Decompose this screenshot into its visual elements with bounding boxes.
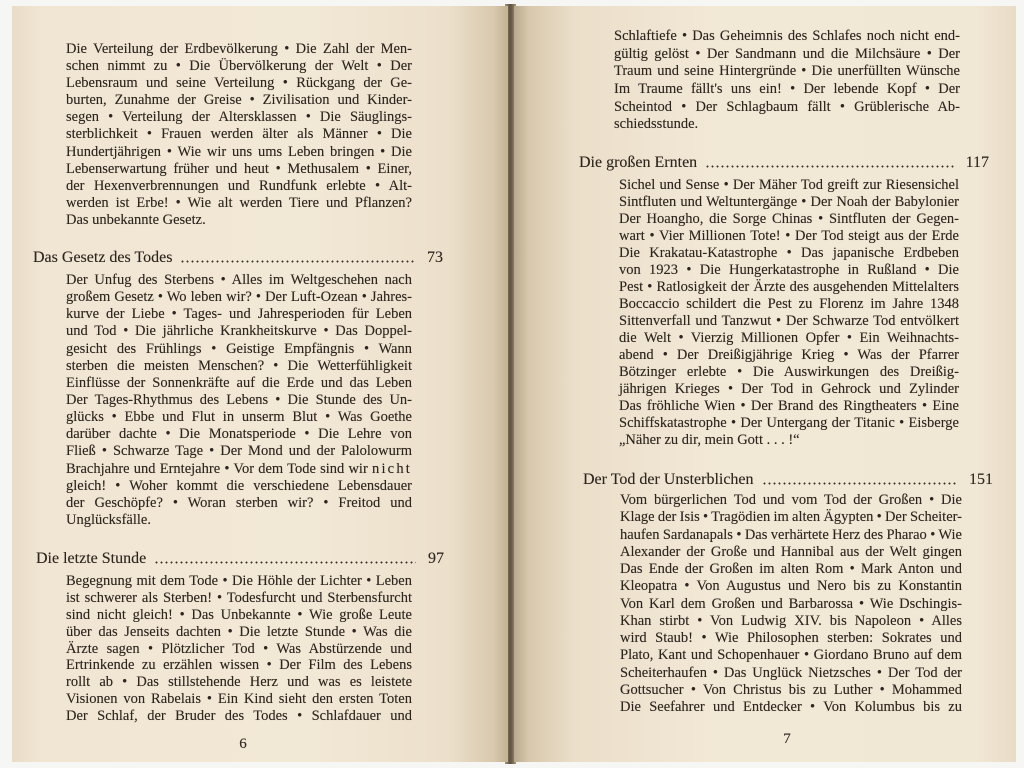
toc-entry-text: kurve der Liebe • Tages- und Jahresperioden für Leben xyxy=(66,306,412,323)
toc-entry-text: Der Tages-Rhythmus des Lebens • Die Stunde des Un- xyxy=(66,391,412,408)
toc-entry-text: von 1923 • Die Hungerkatastrophe in Rußland • Die xyxy=(619,262,959,278)
toc-entry-text: werden ist Erbe! • Wie alt werden Tiere und Pflanzen? xyxy=(66,194,412,211)
toc-entry-text xyxy=(66,461,412,477)
toc-entry-text: Traum und seine Hintergründe • Die unerfüllten Wünsche xyxy=(614,63,960,80)
toc-entry-text: Kleopatra • Von Augustus und Nero bis zu Konstantin xyxy=(620,578,962,595)
toc-entry-text: darüber dachte • Die Monatsperiode • Die Lehre von xyxy=(66,426,412,443)
toc-entry-text: Scheintod • Der Schlagbaum fällt • Grüblerische Ab- xyxy=(614,98,960,115)
toc-entry-text: Alexander der Große und Hannibal aus der Welt gingen xyxy=(620,543,962,560)
toc-entry-text: Schlaftiefe • Das Geheimnis des Schlafes noch nicht end- xyxy=(614,28,960,44)
toc-entry-line xyxy=(66,624,412,641)
toc-entry-line xyxy=(66,358,412,375)
toc-entry-line xyxy=(66,289,412,306)
chapter-title: Der Tod der Unsterblichen xyxy=(583,471,754,488)
toc-entry-text: Das unbekannte Gesetz. xyxy=(66,211,206,228)
toc-entry-line xyxy=(620,596,962,613)
toc-entry-description xyxy=(66,41,412,229)
toc-entry-text: über das Jenseits dachten • Die letzte Stunde • Was die xyxy=(66,623,412,640)
toc-entry-text: Pest • Ratlosigkeit der Ärzte des ausgehenden Mittelalters xyxy=(619,279,959,295)
emphasized-word: nicht xyxy=(372,460,412,477)
toc-entry-text: Sichel und Sense • Der Mäher Tod greift zur Riesensichel xyxy=(619,177,959,193)
toc-entry-description xyxy=(66,573,412,725)
toc-entry-line xyxy=(66,178,412,195)
toc-entry-line xyxy=(620,492,962,509)
toc-entry-text: Plato, Kant und Schopenhauer • Giordano Bruno auf dem xyxy=(620,647,962,664)
chapter-page-number: 73 xyxy=(427,249,443,266)
toc-entry-line xyxy=(66,409,412,426)
toc-entry-text: haufen Sardanapals • Das verhärtete Herz des Pharao • Wie xyxy=(620,526,962,543)
toc-chapter-heading xyxy=(583,471,993,489)
toc-entry-text: Von Karl dem Großen und Barbarossa • Wie Dschingis- xyxy=(620,595,962,612)
toc-entry-text: Begegnung mit dem Tode • Die Höhle der Lichter • Leben xyxy=(66,573,412,589)
toc-entry-line xyxy=(619,194,959,211)
toc-entry-text: Schiffskatastrophe • Der Untergang der Titanic • Eisberge xyxy=(619,415,959,431)
toc-entry-description xyxy=(614,28,960,134)
toc-entry-line xyxy=(614,46,960,64)
toc-entry-line xyxy=(620,613,962,630)
toc-entry-text: Visionen von Rabelais • Ein Kind sieht den ersten Toten xyxy=(66,691,412,708)
toc-entry-text: der Hexenverbrennungen und Rundfunk erlebte • Alt- xyxy=(66,177,412,194)
chapter-title: Das Gesetz des Todes xyxy=(33,249,173,266)
toc-entry-text: Das Ende der Großen im alten Rom • Mark Anton und xyxy=(620,561,962,577)
toc-entry-line xyxy=(66,323,412,340)
toc-entry-line xyxy=(620,665,962,682)
toc-entry-text: Unglücksfälle. xyxy=(66,511,151,528)
toc-entry-text: Klage der Isis • Tragödien im alten Ägypten • Der Scheiter- xyxy=(620,509,962,526)
toc-entry-text: Der Schlaf, der Bruder des Todes • Schlafdauer und xyxy=(66,708,412,725)
toc-entry-line xyxy=(66,573,412,590)
toc-entry-line xyxy=(619,211,959,228)
toc-entry-text: gleich! • Woher kommt die verschiedene Lebensdauer xyxy=(66,477,412,494)
toc-entry-line xyxy=(619,364,959,381)
toc-entry-text: der Geschöpfe? • Woran sterben wir? • Freitod und xyxy=(66,494,412,511)
toc-entry-line xyxy=(66,641,412,658)
toc-entry-line xyxy=(66,512,412,529)
toc-entry-line xyxy=(619,381,959,398)
toc-entry-line xyxy=(66,144,412,161)
toc-entry-text: Sintfluten und Weltuntergänge • Der Noah der Babylonier xyxy=(619,194,959,210)
toc-entry-description xyxy=(620,492,962,716)
toc-entry-line xyxy=(619,330,959,347)
toc-chapter-heading xyxy=(36,550,444,568)
toc-entry-line xyxy=(66,607,412,624)
toc-entry-line xyxy=(66,41,412,58)
toc-entry-line xyxy=(620,561,962,578)
toc-entry-text: rollt ab • Das stillstehende Herz und was es leistete xyxy=(66,674,412,691)
toc-entry-line xyxy=(66,392,412,409)
toc-entry-line xyxy=(620,578,962,595)
toc-entry-text: glücks • Ebbe und Flut in unserm Blut • Was Goethe xyxy=(66,409,412,426)
toc-entry-line xyxy=(620,682,962,699)
toc-entry-line xyxy=(614,28,960,46)
dot-leader xyxy=(154,561,416,564)
toc-entry-text: Die Seefahrer und Entdecker • Von Kolumbus bis zu xyxy=(620,699,962,715)
toc-entry-description xyxy=(66,272,412,529)
toc-entry-text: Bötzinger erlebte • Die Auswirkungen des Dreißig- xyxy=(619,364,959,380)
toc-entry-line xyxy=(620,527,962,544)
toc-entry-line xyxy=(66,341,412,358)
toc-entry-line xyxy=(619,398,959,415)
toc-entry-line xyxy=(614,116,960,134)
toc-entry-text: Im Traume fällt's uns ein! • Der lebende Kopf • Der xyxy=(614,81,960,98)
toc-entry-line xyxy=(619,228,959,245)
toc-chapter-heading xyxy=(579,154,989,172)
chapter-page-number: 151 xyxy=(969,471,993,488)
toc-entry-line xyxy=(66,75,412,92)
toc-entry-text: Lebenserwartung früher und heut • Methusalem • Einer, xyxy=(66,160,412,177)
chapter-title: Die großen Ernten xyxy=(579,154,698,171)
chapter-title: Die letzte Stunde xyxy=(36,550,147,567)
toc-entry-line xyxy=(614,99,960,117)
dot-leader xyxy=(762,482,957,485)
toc-entry-text: Der Unfug des Sterbens • Alles im Weltgeschehen nach xyxy=(66,272,412,288)
toc-chapter-heading xyxy=(33,249,443,267)
toc-entry-line xyxy=(66,272,412,289)
toc-entry-text: burten, Zunahme der Greise • Zivilisation und Kinder- xyxy=(66,92,412,109)
toc-entry-line xyxy=(66,495,412,512)
toc-entry-line xyxy=(66,674,412,691)
toc-entry-line xyxy=(66,375,412,392)
toc-entry-text: gesicht des Frühlings • Geistige Empfängnis • Wann xyxy=(66,340,412,357)
toc-entry-text: segen • Verteilung der Altersklassen • Die Säuglings- xyxy=(66,109,412,126)
toc-entry-line xyxy=(619,279,959,296)
toc-entry-line xyxy=(619,313,959,330)
toc-entry-text: Scheiterhaufen • Das Unglück Nietzsches • Der Tod der xyxy=(620,664,962,681)
page-number: 6 xyxy=(239,736,247,752)
toc-entry-line xyxy=(66,161,412,178)
dot-leader xyxy=(705,165,953,168)
toc-entry-text: Khan stirbt • Von Ludwig XIV. bis Napoleon • Alles xyxy=(620,612,962,629)
toc-entry-line xyxy=(66,126,412,143)
toc-entry-line xyxy=(619,432,959,449)
toc-entry-text: Lebensraum und seine Verteilung • Rückgang der Ge- xyxy=(66,75,412,92)
toc-entry-text: gültig gelöst • Der Sandmann und die Milchsäure • Der xyxy=(614,45,960,62)
page-number: 7 xyxy=(783,731,791,747)
toc-entry-text: Sittenverfall und Tanzwut • Der Schwarze Tod entvölkert xyxy=(619,313,959,329)
chapter-page-number: 97 xyxy=(428,550,444,567)
toc-entry-text: Hundertjährigen • Wie wir uns ums Leben bringen • Die xyxy=(66,143,412,160)
toc-entry-line xyxy=(66,92,412,109)
toc-entry-text: und Tod • Die jährliche Krankheitskurve • Das Doppel- xyxy=(66,323,412,340)
toc-entry-text: jährigen Krieges • Der Tod in Gehrock und Zylinder xyxy=(619,381,959,397)
toc-entry-line xyxy=(619,177,959,194)
toc-entry-line xyxy=(620,544,962,561)
toc-entry-text: sterben die meisten Menschen? • Die Wetterfühligkeit xyxy=(66,357,412,374)
toc-entry-line xyxy=(620,509,962,526)
toc-entry-text: abend • Der Dreißigjährige Krieg • Was der Pfarrer xyxy=(619,347,959,363)
toc-entry-line xyxy=(619,245,959,262)
toc-entry-text: Ärzte sagen • Plötzlicher Tod • Was Abstürzende und xyxy=(66,640,412,657)
toc-entry-text: Der Hoangho, die Sorge Chinas • Sintfluten der Gegen- xyxy=(619,211,959,227)
toc-entry-text: die Welt • Vierzig Millionen Opfer • Ein Weihnachts- xyxy=(619,330,959,346)
toc-entry-line xyxy=(66,708,412,725)
toc-entry-line xyxy=(619,415,959,432)
toc-entry-line xyxy=(66,58,412,75)
toc-entry-text: sterblichkeit • Frauen werden älter als Männer • Die xyxy=(66,126,412,143)
toc-entry-text: Ertrinkende zu erzählen wissen • Der Film des Lebens xyxy=(66,657,412,674)
toc-entry-line xyxy=(66,657,412,674)
toc-entry-text: Die Verteilung der Erdbevölkerung • Die Zahl der Men- xyxy=(66,41,412,57)
chapter-page-number: 117 xyxy=(965,154,989,171)
toc-entry-text: Das fröhliche Wien • Der Brand des Ringtheaters • Eine xyxy=(619,398,959,414)
dot-leader xyxy=(180,260,415,263)
toc-entry-text: ist schwerer als Sterben! • Todesfurcht und Sterbensfurcht xyxy=(66,589,412,606)
toc-entry-line xyxy=(66,691,412,708)
toc-entry-text: wart • Vier Millionen Tote! • Der Tod steigt aus der Erde xyxy=(619,228,959,244)
toc-entry-line xyxy=(619,296,959,313)
toc-entry-text: Vom bürgerlichen Tod und vom Tod der Großen • Die xyxy=(620,492,962,508)
toc-entry-line xyxy=(66,109,412,126)
toc-entry-line xyxy=(66,195,412,212)
toc-entry-description xyxy=(619,177,959,449)
toc-entry-text: „Näher zu dir, mein Gott . . . !“ xyxy=(619,432,800,448)
toc-entry-text: schen nimmt zu • Die Übervölkerung der Welt • Der xyxy=(66,58,412,75)
toc-entry-text: Gottsucher • Von Christus bis zu Luther • Mohammed xyxy=(620,681,962,698)
toc-entry-line xyxy=(66,461,412,478)
toc-entry-line xyxy=(66,306,412,323)
line-segment: Brachjahre und Erntejahre • Vor dem Tode sind wir xyxy=(66,460,372,477)
toc-entry-line xyxy=(614,63,960,81)
toc-entry-text: Die Krakatau-Katastrophe • Das japanische Erdbeben xyxy=(619,245,959,261)
toc-entry-line xyxy=(619,347,959,364)
toc-entry-line xyxy=(614,81,960,99)
toc-entry-text: sind nicht gleich! • Das Unbekannte • Wie große Leute xyxy=(66,606,412,623)
toc-entry-line xyxy=(66,212,412,229)
toc-entry-line xyxy=(620,647,962,664)
toc-entry-text: Boccaccio schildert die Pest zu Florenz im Jahre 1348 xyxy=(619,296,959,312)
toc-entry-text: Einflüsse der Sonnenkräfte auf die Erde und das Leben xyxy=(66,374,412,391)
toc-entry-text: großem Gesetz • Wo leben wir? • Der Luft-Ozean • Jahres- xyxy=(66,289,412,306)
right-page xyxy=(514,6,1016,762)
toc-entry-line xyxy=(619,262,959,279)
toc-entry-text: Fließ • Schwarze Tage • Der Mond und der Palolowurm xyxy=(66,443,412,460)
toc-entry-line xyxy=(620,630,962,647)
toc-entry-line xyxy=(66,478,412,495)
left-page xyxy=(12,6,508,762)
toc-entry-line xyxy=(66,590,412,607)
toc-entry-line xyxy=(66,443,412,460)
toc-entry-line xyxy=(66,426,412,443)
toc-entry-line xyxy=(620,699,962,716)
toc-entry-text: schiedsstunde. xyxy=(614,116,699,133)
toc-entry-text: wird Staub! • Wie Philosophen sterben: Sokrates und xyxy=(620,630,962,646)
